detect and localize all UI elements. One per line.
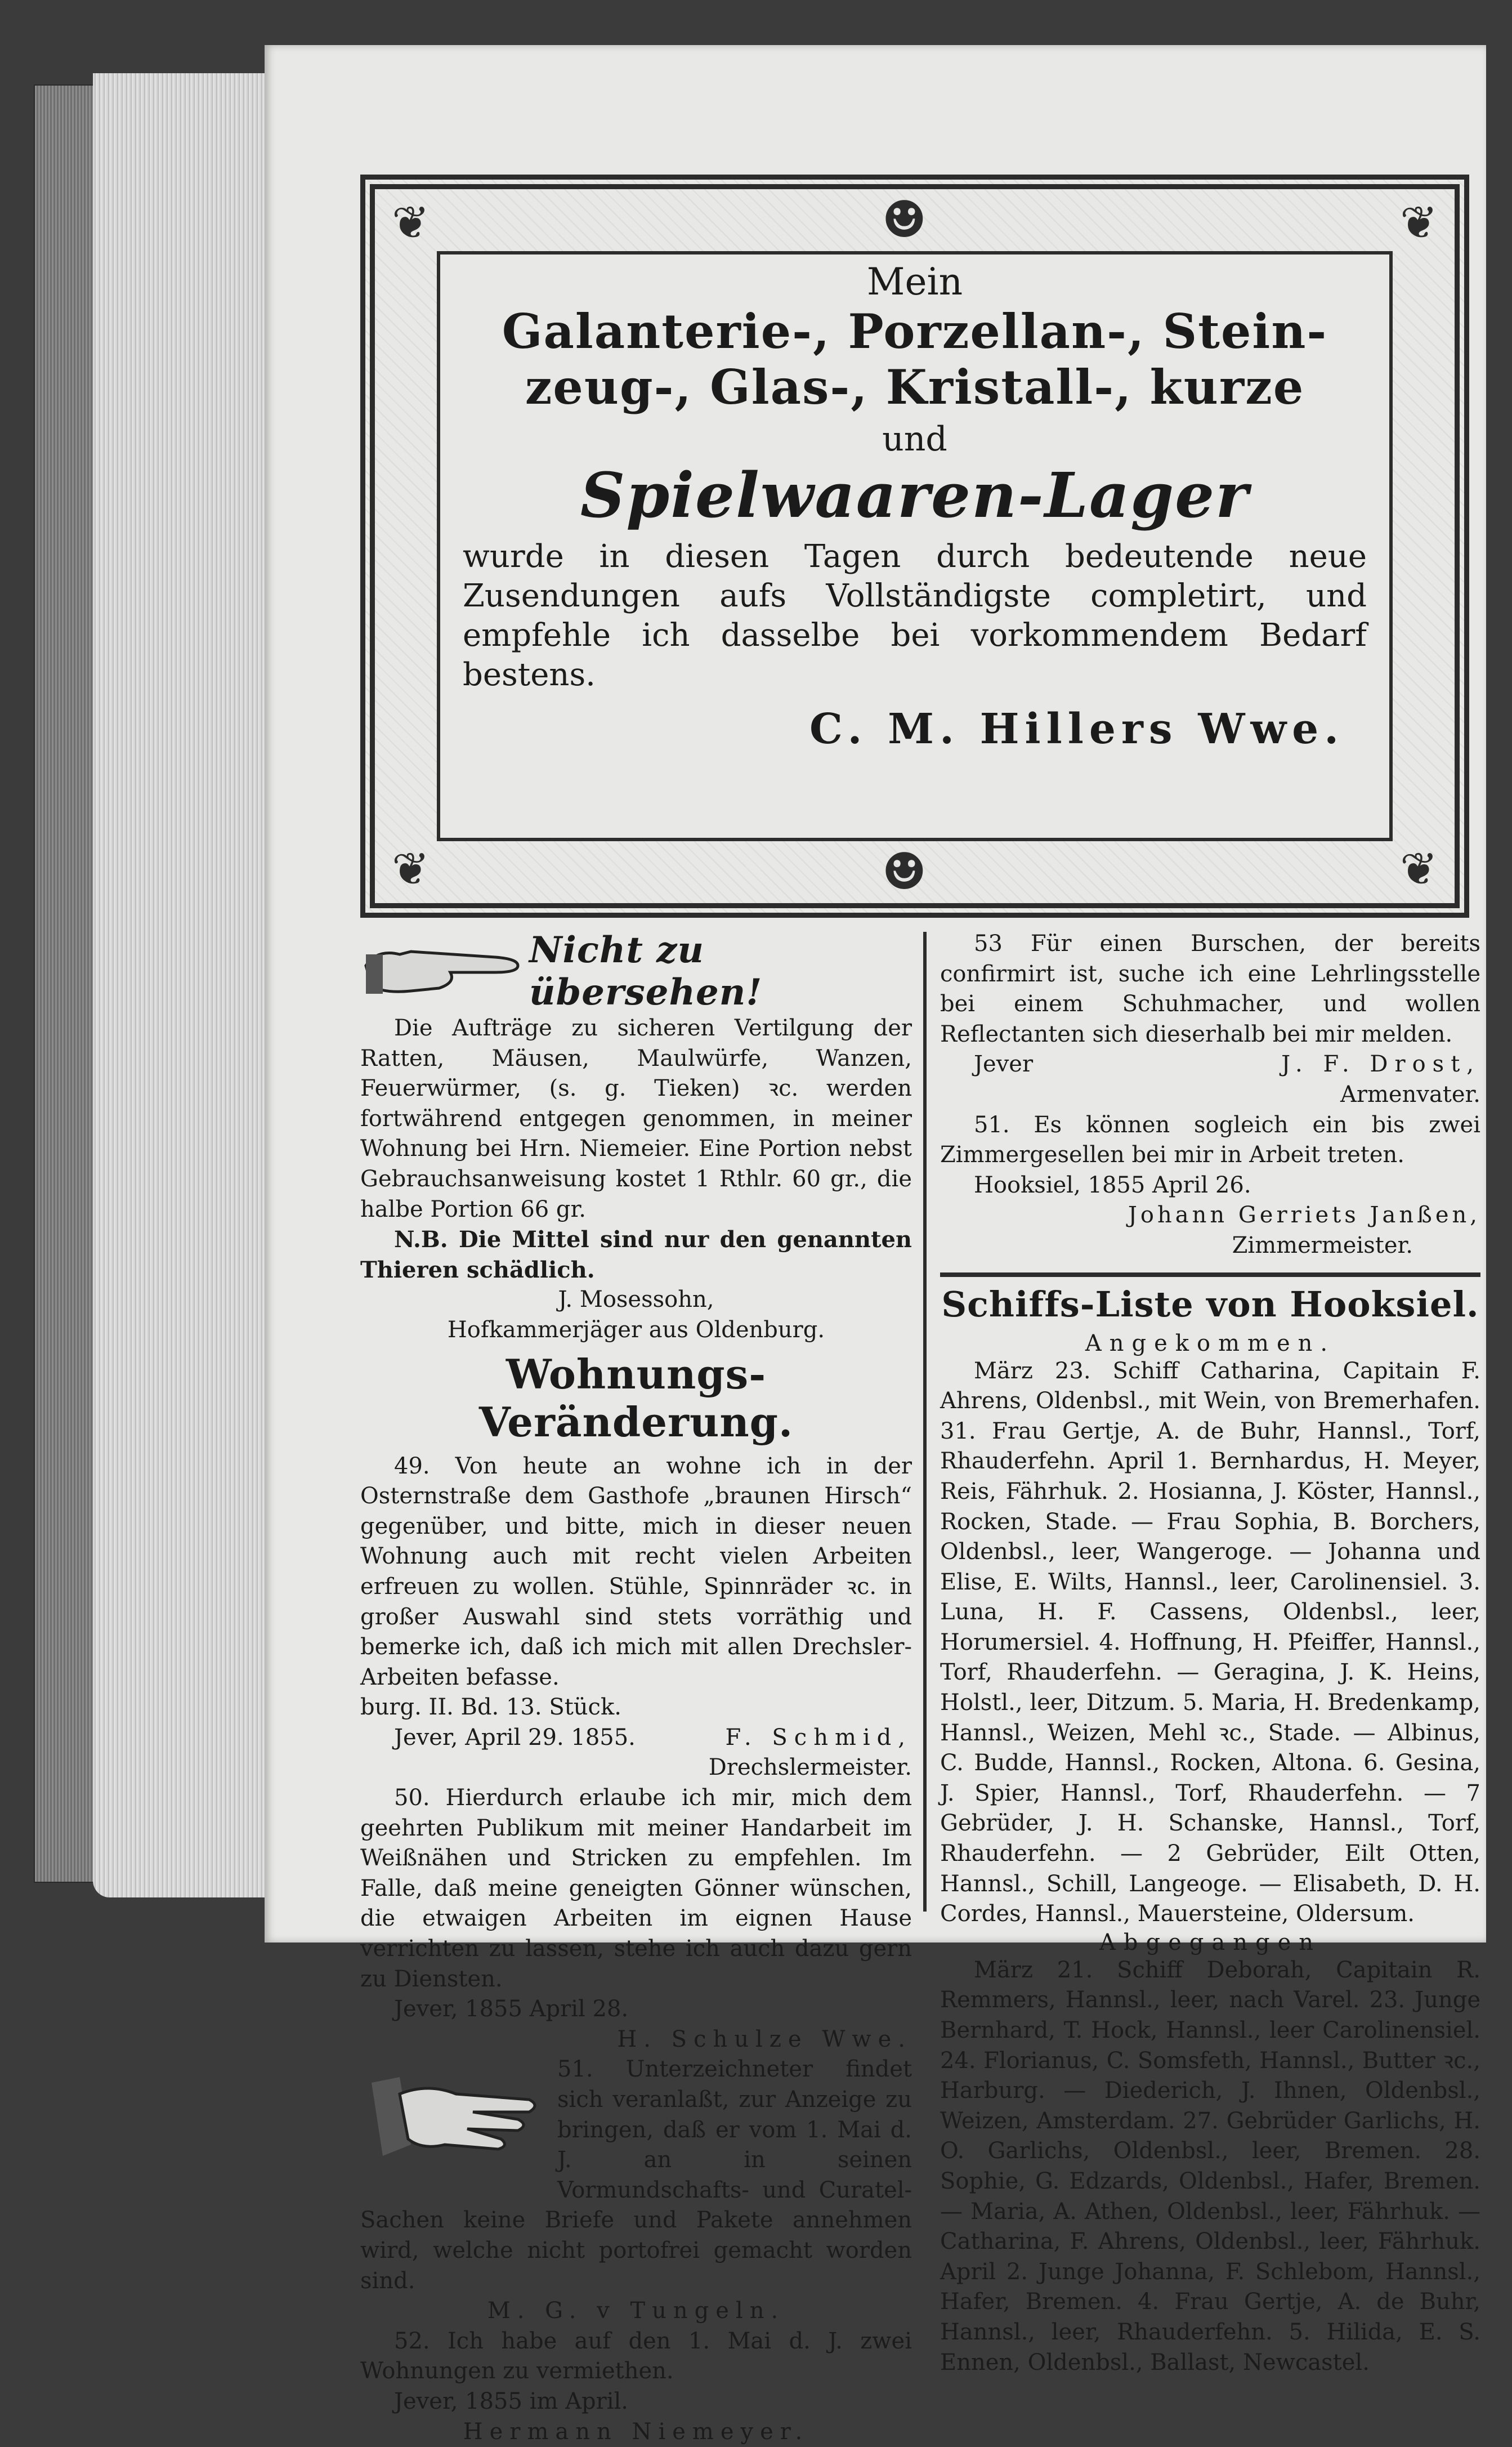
notice-49-name: F. Schmid, [725, 1724, 912, 1751]
notice-53-place: Jever [974, 1051, 1034, 1078]
notice-52-name: Hermann Niemeyer. [463, 2418, 809, 2445]
section-rule [940, 1272, 1480, 1277]
book-cover [34, 84, 98, 1883]
ad-content [437, 251, 1393, 841]
ad-line1: Galanterie-, Porzellan-, Stein- [502, 303, 1328, 359]
angekommen-list: März 23. Schiff Catharina, Capitain F. Ahrens, Oldenbsl., mit Wein, von Bremerhafen. 31. Frau Gertje, A. de Buhr, Hannsl., Torf, Rhauderfehn. April 1. Bernhardus, H. Meyer, Reis, Fährhuk. 2. Hosianna, J. Köster, Hannsl., Rocken, Stade. — Frau Sophia, B. Borchers, Oldenbsl., leer, Wangeroge. — Johanna und Elise, E. Wilts, Hannsl., leer, Carolinensiel. 3. Luna, H. F. Cassens, Oldenbsl., leer, Horumersiel. 4. Hoffnung, H. Pfeiffer, Hannsl., Torf, Rhauderfehn. — Geragina, J. K. Heins, Holstl., leer, Ditzum. 5. Maria, H. Bredenkamp, Hannsl., Weizen, Mehl ꝛc., Stade. — Albinus, C. Budde, Hannsl., Rocken, Altona. 6. Gesina, J. Spier, Hannsl., Torf, Rhauderfehn. — 7 Gebrüder, J. H. Schanske, Hannsl., Torf, Rhauderfehn. — 2 Gebrüder, Eilt Otten, Hannsl., Schill, Langeoge. — Elisabeth, D. H. Cordes, Hannsl., Mauersteine, Oldersum. [940, 1358, 1480, 1927]
notice-title: Nicht zu übersehen! [529, 929, 763, 1013]
notice-52-place: Jever, 1855 im April. [394, 2388, 628, 2414]
notice-49: 49. Von heute an wohne ich in der Osternstraße dem Gasthofe „braunen Hirsch“ gegenüber, und bitte, mich in dieser neuen Wohnung auch mit recht vielen Arbeiten erfreuen zu wollen. Stühle, Spinnräder ꝛc. in großer Auswahl sind stets vorräthig und bemerke ich, daß ich mich mit allen Drechsler-Arbeiten befasse. [360, 1453, 912, 1690]
notice-51b-role: Zimmermeister. [1232, 1232, 1413, 1258]
corner-ornament-icon: ❦ [1399, 197, 1438, 249]
notice-nb: N.B. Die Mittel sind nur den genannten Thieren schädlich. [360, 1226, 912, 1283]
ornamental-ad-frame [360, 175, 1469, 918]
notice-49-place: Jever, April 29. 1855. [394, 1724, 636, 1751]
page-edges [93, 73, 273, 1897]
notice-51b-name: Johann Gerriets Janßen, [1128, 1202, 1480, 1229]
notice-50-name: H. Schulze Wwe. [617, 2026, 912, 2052]
notice-53: 53 Für einen Burschen, der bereits confirmirt ist, suche ich eine Lehrlingsstelle bei einem Schuhmacher, und wollen Reflectanten sich dieserhalb bei mir melden. [940, 931, 1480, 1047]
pointing-hand-icon [360, 2060, 546, 2178]
notice-53-name: J. F. Drost, [1281, 1051, 1480, 1078]
notice-49-sign [360, 1723, 912, 1753]
ad-und: und [882, 419, 947, 459]
ad-body: wurde in diesen Tagen durch bedeutende neue Zusendungen aufs Vollständigste completirt, und empfehle ich dasselbe bei vorkommendem Bedarf bestens. [463, 538, 1367, 694]
notice-51: 51. Unterzeichneter findet sich veranlaßt, zur Anzeige zu bringen, daß er vom 1. Mai d. J. an in seinen Vormundschafts- und Curatel-Sachen keine Briefe und Pakete annehmen wird, welche nicht portofrei gemacht worden sind. [360, 2056, 912, 2294]
ad-line2: zeug-, Glas-, Kristall-, kurze [525, 359, 1305, 416]
wohnung-title: Wohnungs-Veränderung. [478, 1350, 794, 1446]
notice-sign-role: Hofkammerjäger aus Oldenburg. [447, 1316, 825, 1343]
notice-body: Die Aufträge zu sicheren Vertilgung der Ratten, Mäusen, Maulwürfe, Wanzen, Feuerwürmer, (s. g. Tieken) ꝛc. werden fortwährend entgegen genommen, in meiner Wohnung bei Hrn. Niemeier. Eine Portion nebst Gebrauchsanweisung kostet 1 Rthlr. 60 gr., die halbe Portion 66 gr. [360, 1015, 912, 1222]
notice-sign-name: J. Mosessohn, [558, 1287, 714, 1313]
right-column [940, 929, 1480, 2378]
notice-53-role: Armenvater. [1340, 1081, 1480, 1108]
abgegangen-heading: Abgegangen [1099, 1929, 1322, 1955]
abgegangen-list: März 21. Schiff Deborah, Capitain R. Remmers, Hannsl., leer, nach Varel. 23. Junge Bernhard, T. Hock, Hannsl., leer Carolinensiel. 24. Florianus, C. Somsfeth, Hannsl., Butter ꝛc., Harburg. — Diederich, J. Ihnen, Oldenbsl., Weizen, Amsterdam. 27. Gebrüder Garlichs, H. O. Garlichs, Oldenbsl., leer, Bremen. 28. Sophie, G. Edzards, Oldenbsl., Hafer, Bremen. — Maria, A. Athen, Oldenbsl., leer, Fährhuk. — Catharina, F. Ahrens, Oldenbsl., leer, Fährhuk. April 2. Junge Johanna, F. Schlebom, Hannsl., Hafer, Bremen. 4. Frau Gertje, A. de Buhr, Hannsl., leer, Rhauderfehn. 5. Hilida, E. S. Ennen, Oldenbsl., Ballast, Newcastel. [940, 1957, 1480, 2375]
notice-49-role: Drechslermeister. [708, 1754, 912, 1781]
notice-49-ref: burg. II. Bd. 13. Stück. [360, 1694, 621, 1721]
notice-51-name: M. G. v Tungeln. [487, 2298, 785, 2324]
corner-ornament-icon: ❦ [392, 197, 430, 249]
newspaper-page [265, 45, 1486, 2445]
notice-51b: 51. Es können sogleich ein bis zwei Zimmergesellen bei mir in Arbeit treten. [940, 1111, 1480, 1168]
corner-ornament-icon: ❦ [392, 843, 430, 895]
left-column [360, 929, 912, 2447]
schiffs-title: Schiffs-Liste von Hooksiel. [941, 1283, 1479, 1325]
pointing-hand-icon [360, 932, 529, 1011]
ad-mein: Mein [866, 260, 963, 303]
angekommen-heading: Angekommen. [1085, 1330, 1336, 1356]
mask-ornament-icon: ☻ [882, 842, 927, 901]
notice-50: 50. Hierdurch erlaube ich mir, mich dem geehrten Publikum mit meiner Handarbeit im Weißnähen und Stricken zu empfehlen. Im Falle, daß meine geneigten Gönner wünschen, die etwaigen Arbeiten im eignen Hause verrichten zu lassen, stehe ich auch dazu gern zu Diensten. [360, 1785, 912, 1992]
ad-lager-title: Spielwaaren-Lager [580, 459, 1250, 532]
corner-ornament-icon: ❦ [1399, 843, 1438, 895]
ad-signature: C. M. Hillers Wwe. [809, 705, 1344, 754]
notice-51b-place: Hooksiel, 1855 April 26. [974, 1172, 1251, 1198]
mask-ornament-icon: ☻ [882, 190, 927, 249]
notice-52: 52. Ich habe auf den 1. Mai d. J. zwei Wohnungen zu vermiethen. [360, 2328, 912, 2385]
notice-50-place: Jever, 1855 April 28. [394, 1996, 629, 2022]
notice-header [360, 929, 912, 1013]
column-divider [923, 932, 927, 1912]
notice-53-sign [940, 1050, 1480, 1080]
